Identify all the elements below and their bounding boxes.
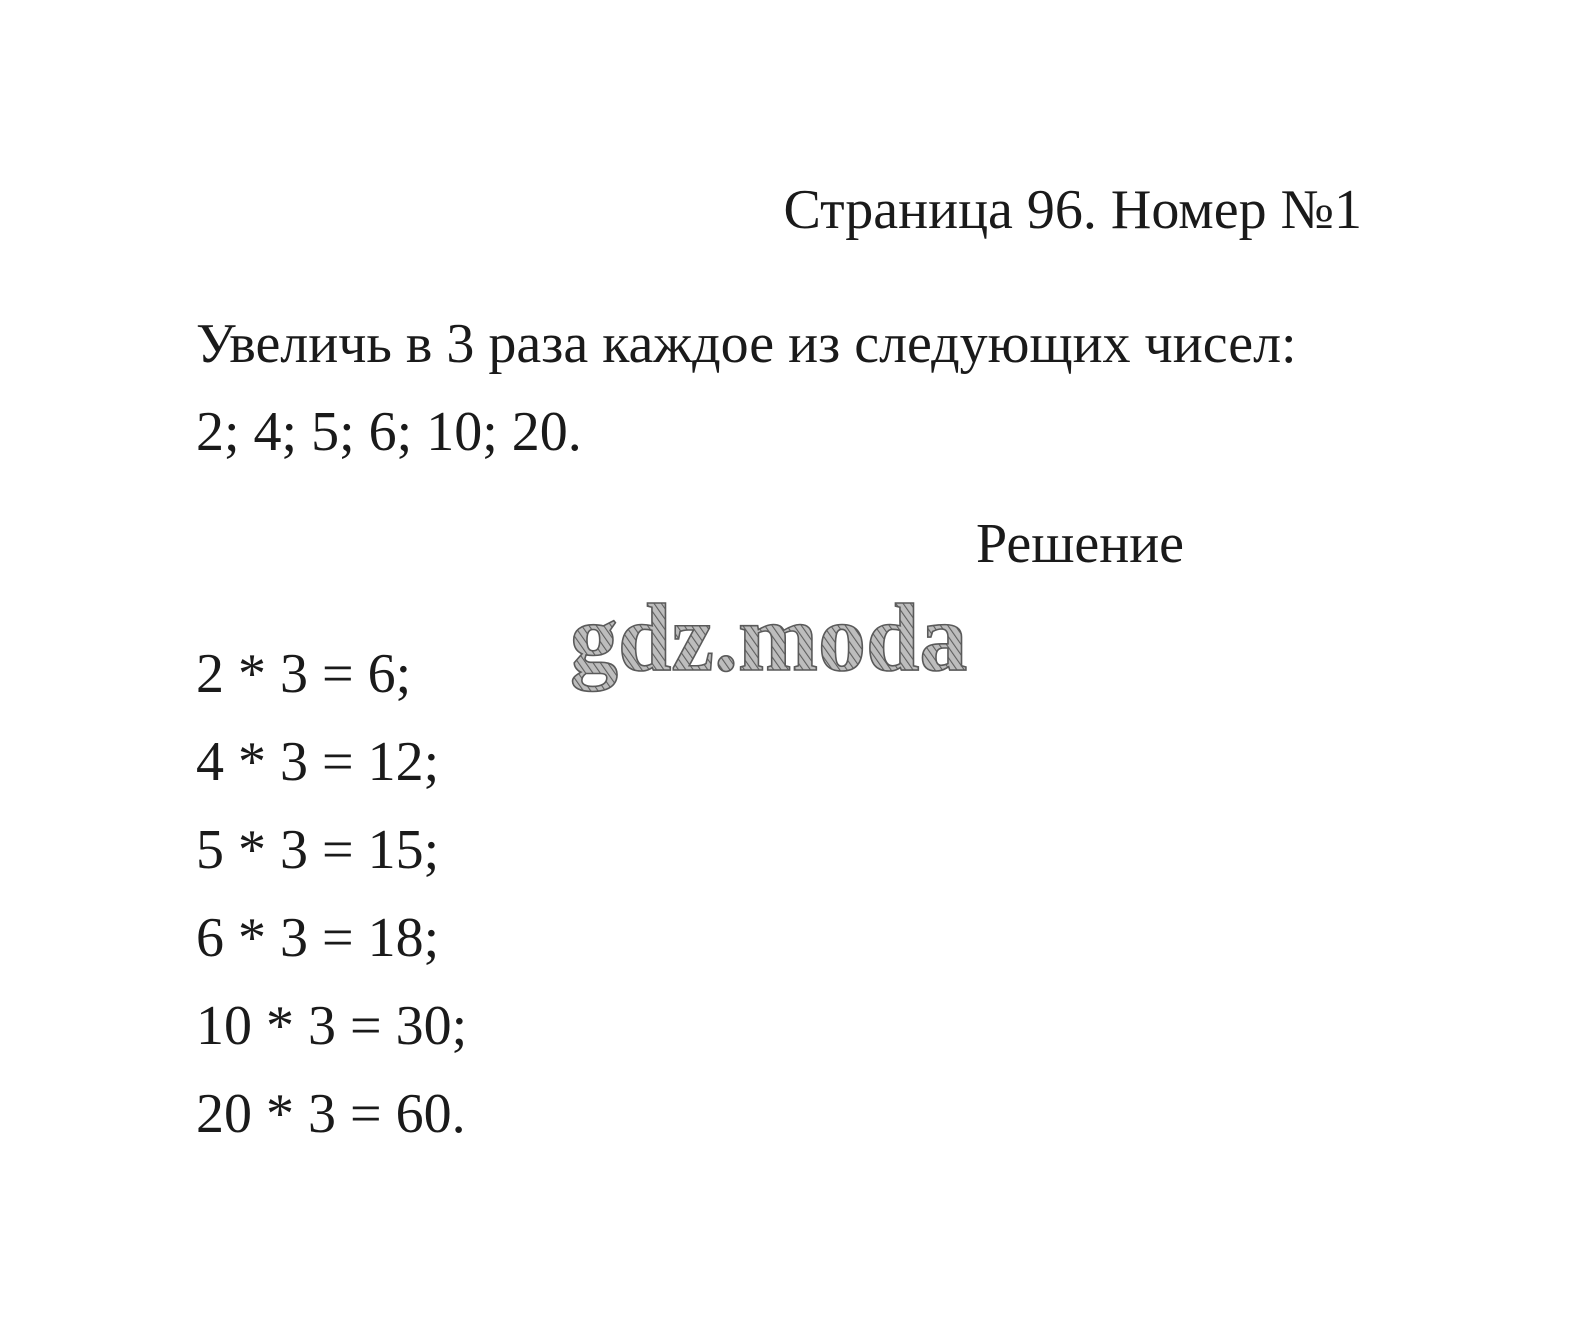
page-header: Страница 96. Номер №1 <box>783 179 1362 241</box>
solution-step: 10 * 3 = 30; <box>196 995 468 1057</box>
solution-step: 20 * 3 = 60. <box>196 1083 466 1145</box>
solution-steps <box>196 630 467 1158</box>
solution-step: 4 * 3 = 12; <box>196 731 440 793</box>
watermark-logo <box>562 588 1022 718</box>
solution-step: 6 * 3 = 18; <box>196 907 440 969</box>
watermark-text: gdz.moda <box>570 588 968 691</box>
solution-step: 5 * 3 = 15; <box>196 819 440 881</box>
solution-title: Решение <box>976 513 1185 575</box>
task-line: 2; 4; 5; 6; 10; 20. <box>196 401 582 463</box>
task-line: Увеличь в 3 раза каждое из следующих чисел: <box>196 313 1297 375</box>
solution-step: 2 * 3 = 6; <box>196 643 412 705</box>
task-statement <box>196 300 1297 476</box>
